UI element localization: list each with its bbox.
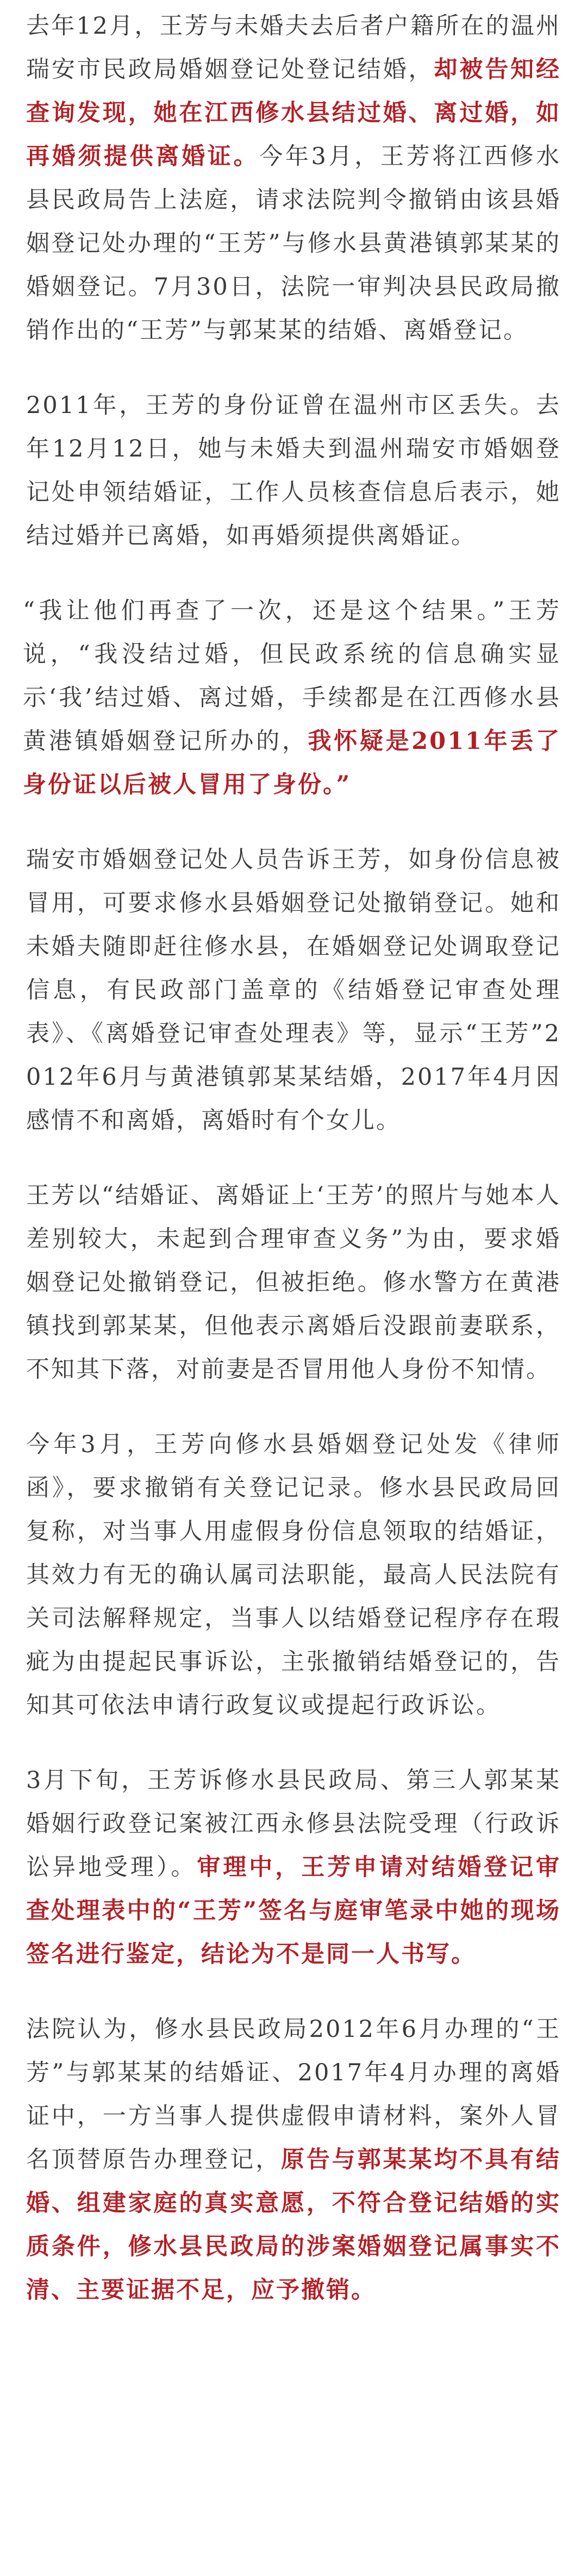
paragraph-wang-fang-quote (23, 589, 561, 806)
paragraph-lost-id-card (26, 384, 561, 558)
highlighted-text: 审理中，王芳申请对结婚登记审查处理表中的“王芳”签名与庭审笔录中她的现场签名进行鉴定，结论为不是同一人书写。 (26, 1854, 561, 1968)
highlighted-text: 我怀疑是2011年丢了身份证以后被人冒用了身份。” (23, 728, 561, 798)
paragraph-text: 今年3月，王芳向修水县婚姻登记处发《律师函》，要求撤销有关登记记录。修水县民政局回复称，对当事人用虚假身份信息领取的结婚证，其效力有无的确认属司法职能，最高人民法院有关司法解释规定，当事人以结婚登记程序存在瑕疵为由提起民事诉讼，主张撤销结婚登记的，告知其可依法申请行政复议或提起行政诉讼。 (26, 1431, 561, 1719)
paragraph-registration-records (26, 838, 561, 1142)
paragraph-lawsuit-filed (26, 1759, 561, 1976)
highlighted-text: 原告与郭某某均不具有结婚、组建家庭的真实意愿，不符合登记结婚的实质条件，修水县民政局的涉案婚姻登记属事实不清、主要证据不足，应予撤销。 (26, 2146, 561, 2304)
paragraph-text: 2011年，王芳的身份证曾在温州市区丢失。去年12月12日，她与未婚夫到温州瑞安市婚姻登记处申领结婚证，工作人员核查信息后表示，她结过婚并已离婚，如再婚须提供离婚证。 (26, 392, 561, 549)
paragraph-text: 瑞安市婚姻登记处人员告诉王芳，如身份信息被冒用，可要求修水县婚姻登记处撤销登记。她和未婚夫随即赶往修水县，在婚姻登记处调取登记信息，有民政部门盖章的《结婚登记审查处理表》、《离婚登记审查处理表》等，显示“王芳”2012年6月与黄港镇郭某某结婚，2017年4月因感情不和离婚，离婚时有个女儿。 (26, 846, 561, 1134)
paragraph-text: 法院认为，修水县民政局2012年6月办理的“王芳”与郭某某的结婚证、2017年4月办理的离婚证中，一方当事人提供虚假申请材料，案外人冒名顶替原告办理登记， (26, 2016, 561, 2173)
paragraph-text: 去年12月，王芳与未婚夫去后者户籍所在的温州瑞安市民政局婚姻登记处登记结婚， (26, 12, 561, 83)
highlighted-text: 却被告知经查询发现，她在江西修水县结过婚、离过婚，如再婚须提供离婚证。 (26, 56, 561, 170)
paragraph-text: “我让他们再查了一次，还是这个结果。”王芳说，“我没结过婚，但民政系统的信息确实显示‘我’结过婚、离过婚，手续都是在江西修水县黄港镇婚姻登记所办的， (23, 597, 561, 755)
paragraph-text: 今年3月，王芳将江西修水县民政局告上法庭，请求法院判令撤销由该县婚姻登记处办理的“王芳”与修水县黄港镇郭某某的婚姻登记。7月30日，法院一审判决县民政局撤销作出的“王芳”与郭某某的结婚、离婚登记。 (26, 143, 561, 344)
paragraph-court-ruling (26, 2008, 561, 2312)
paragraph-text: 3月下旬，王芳诉修水县民政局、第三人郭某某婚姻行政登记案被江西永修县法院受理（行政诉讼异地受理）。 (26, 1767, 561, 1881)
paragraph-revocation-refused (26, 1174, 561, 1391)
paragraph-registration-discovery (26, 4, 561, 352)
paragraph-lawyer-letter (26, 1423, 561, 1727)
paragraph-text: 王芳以“结婚证、离婚证上‘王芳’的照片与她本人差别较大，未起到合理审查义务”为由，要求婚姻登记处撤销登记，但被拒绝。修水警方在黄港镇找到郭某某，但他表示离婚后没跟前妻联系，不知其下落，对前妻是否冒用他人身份不知情。 (26, 1182, 561, 1383)
